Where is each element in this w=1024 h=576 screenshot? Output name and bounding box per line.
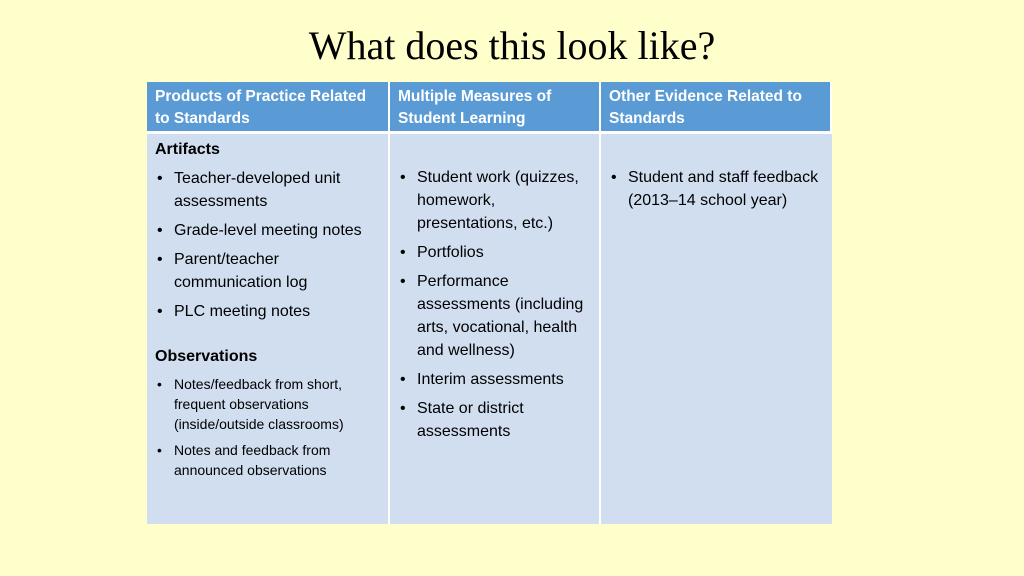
list-item: • PLC meeting notes <box>155 300 380 323</box>
observations-list <box>155 374 380 480</box>
list-item: • Notes/feedback from short, frequent observations (inside/outside classrooms) <box>155 374 380 434</box>
cell-products-of-practice <box>147 134 390 524</box>
cell-multiple-measures <box>390 134 601 524</box>
list-item: • State or district assessments <box>398 397 591 443</box>
list-item: • Student and staff feedback (2013–14 school year) <box>609 166 824 212</box>
list-item: • Notes and feedback from announced observations <box>155 440 380 480</box>
slide-title: What does this look like? <box>308 23 716 68</box>
list-item: • Student work (quizzes, homework, presentations, etc.) <box>398 166 591 235</box>
list-item: • Portfolios <box>398 241 591 264</box>
artifacts-heading: Artifacts <box>155 141 220 158</box>
list-item: • Grade-level meeting notes <box>155 219 380 242</box>
list-item: • Teacher-developed unit assessments <box>155 167 380 213</box>
measures-list <box>398 166 591 443</box>
evidence-table <box>147 82 832 524</box>
other-evidence-list <box>609 166 824 212</box>
list-item: • Interim assessments <box>398 368 591 391</box>
list-item: • Performance assessments (including arts, vocational, health and wellness) <box>398 270 591 362</box>
header-other-evidence: Other Evidence Related to Standards <box>601 82 832 134</box>
header-multiple-measures: Multiple Measures of Student Learning <box>390 82 601 134</box>
cell-other-evidence <box>601 134 832 524</box>
observations-heading: Observations <box>155 348 258 365</box>
header-products-of-practice: Products of Practice Related to Standards <box>147 82 390 134</box>
list-item: • Parent/teacher communication log <box>155 248 380 294</box>
artifacts-list <box>155 167 380 323</box>
